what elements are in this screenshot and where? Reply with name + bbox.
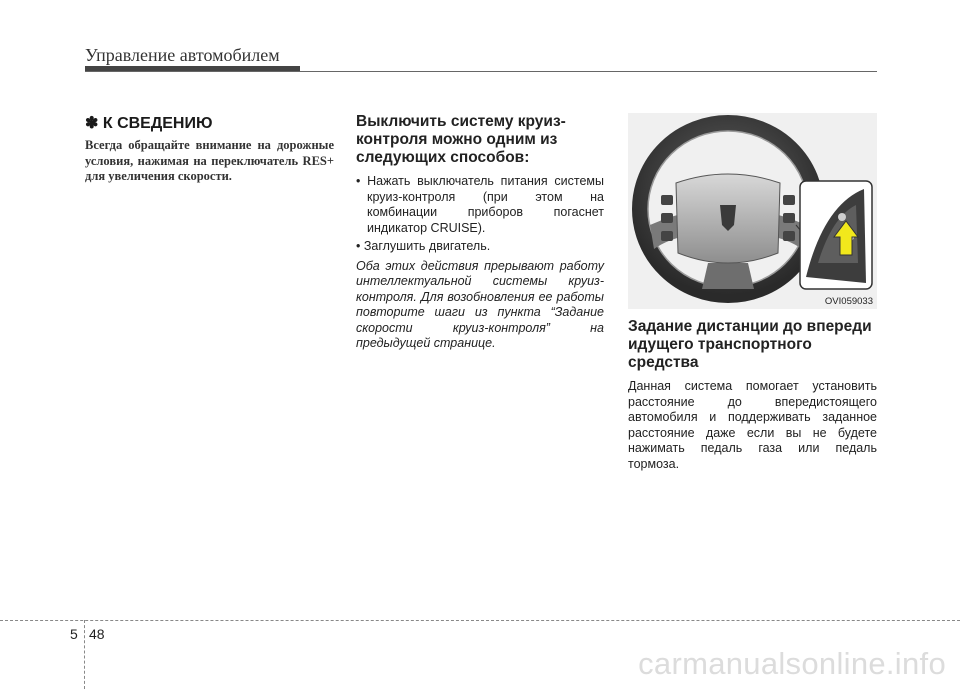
steering-wheel-illustration [628, 113, 877, 309]
cruise-off-heading: Выключить систему круиз-контроля можно одним из следующих способов: [356, 113, 566, 166]
figure-caption: OVI059033 [824, 296, 873, 307]
cruise-off-column [356, 113, 604, 352]
distance-heading: Задание дистанции до впереди идущего транспортного средства [628, 318, 872, 371]
note-column [85, 114, 334, 185]
footer-hline [0, 620, 960, 621]
note-text: Всегда обращайте внимание на дорожные условия, нажимая на переключатель RES+ для увеличения скорости. [85, 138, 334, 183]
list-item: • Заглушить двигатель. [356, 239, 491, 253]
page-section-number: 5 [70, 626, 78, 642]
footer-vline [84, 620, 85, 689]
distance-text: Данная система помогает установить расстояние до впередистоящего автомобиля и поддерживать заданное расстояние даже если вы не будете нажимать педаль газа или педаль тормоза. [628, 379, 877, 471]
cruise-off-note: Оба этих действия прерывают работу интеллектуальной системы круиз-контроля. Для возобновления ее работы повторите шаги из пункта “Задание скорости круиз-контроля” на предыдущей странице. [356, 258, 604, 350]
watermark: carmanualsonline.info [638, 646, 946, 681]
list-item: • Нажать выключатель питания системы круиз-контроля (при этом на комбинации приборов погаснет индикатор CRUISE). [356, 174, 604, 235]
header-line [85, 71, 877, 72]
cruise-off-list [356, 174, 604, 255]
note-heading: ✽ К СВЕДЕНИЮ [85, 115, 213, 132]
steering-wheel-figure [628, 113, 877, 309]
page-header-title: Управление автомобилем [85, 45, 280, 65]
distance-column [628, 318, 877, 472]
page-number: 48 [89, 626, 105, 642]
